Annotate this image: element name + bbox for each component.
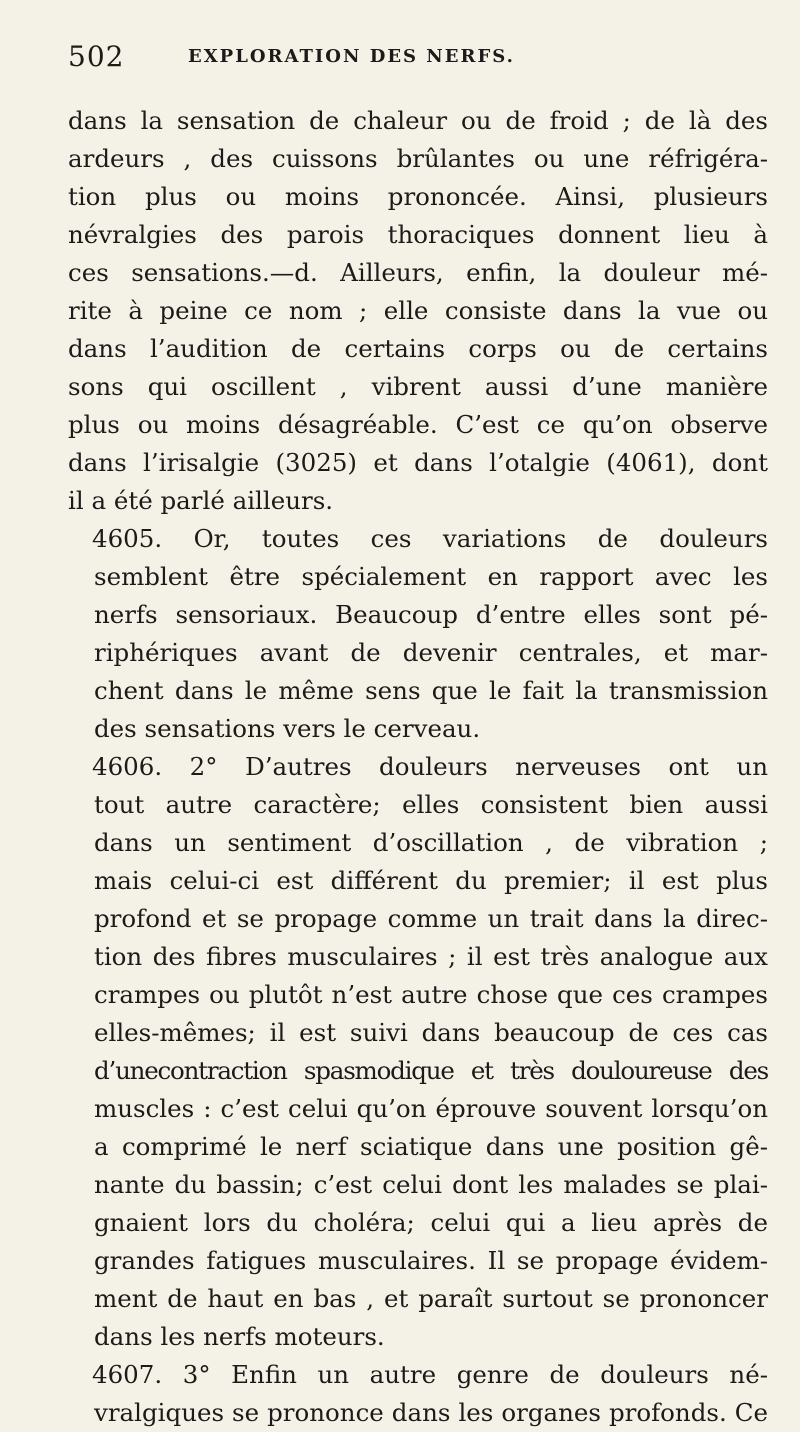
text-line: mais celui-ci est différent du premier; il est plus	[94, 866, 768, 895]
text-line: tion plus ou moins prononcée. Ainsi, plusieurs	[68, 182, 768, 211]
text-line: dans l’irisalgie (3025) et dans l’otalgie (4061), dont	[68, 448, 768, 477]
text-line: grandes fatigues musculaires. Il se propage évidem-	[94, 1246, 768, 1275]
text-line: tout autre caractère; elles consistent bien aussi	[94, 790, 768, 819]
text-line: sons qui oscillent , vibrent aussi d’une manière	[68, 372, 768, 401]
text-line: dans un sentiment d’oscillation , de vibration ;	[94, 828, 768, 857]
text-line: chent dans le même sens que le fait la transmission	[94, 676, 768, 705]
book-page	[68, 40, 768, 1432]
text-line: 4605. Or, toutes ces variations de douleurs	[92, 524, 768, 553]
text-line: rite à peine ce nom ; elle consiste dans la vue ou	[68, 296, 768, 325]
paragraph-4606	[68, 748, 768, 1356]
text-line: ment de haut en bas , et paraît surtout se prononcer	[94, 1284, 768, 1313]
text-line: vralgiques se prononce dans les organes profonds. Ce	[94, 1398, 768, 1427]
text-line: a comprimé le nerf sciatique dans une position gê-	[94, 1132, 768, 1161]
body-text	[68, 102, 768, 1432]
text-line: tion des fibres musculaires ; il est très analogue aux	[94, 942, 768, 971]
text-line: semblent être spécialement en rapport avec les	[94, 562, 768, 591]
text-line: dans la sensation de chaleur ou de froid ; de là des	[68, 106, 768, 135]
paragraph-4607	[68, 1356, 768, 1432]
page-header	[68, 40, 768, 74]
text-line: ardeurs , des cuissons brûlantes ou une réfrigéra-	[68, 144, 768, 173]
text-line: ces sensations.—d. Ailleurs, enfin, la douleur mé-	[68, 258, 768, 287]
text-line: des sensations vers le cerveau.	[94, 714, 481, 743]
text-line: dans les nerfs moteurs.	[94, 1322, 385, 1351]
text-line: muscles : c’est celui qu’on éprouve souvent lorsqu’on	[94, 1094, 768, 1123]
text-line: il a été parlé ailleurs.	[68, 486, 334, 515]
paragraph-4605	[68, 520, 768, 748]
text-line: nerfs sensoriaux. Beaucoup d’entre elles sont pé-	[94, 600, 768, 629]
page-number: 502	[68, 40, 125, 73]
text-line: profond et se propage comme un trait dans la direc-	[94, 904, 768, 933]
text-line: d’unecontraction spasmodique et très douloureuse des	[94, 1056, 768, 1085]
text-line: 4607. 3° Enfin un autre genre de douleurs né-	[92, 1360, 768, 1389]
text-line: plus ou moins désagréable. C’est ce qu’on observe	[68, 410, 768, 439]
text-line: névralgies des parois thoraciques donnent lieu à	[68, 220, 768, 249]
text-line: elles-mêmes; il est suivi dans beaucoup de ces cas	[94, 1018, 768, 1047]
text-line: nante du bassin; c’est celui dont les malades se plai-	[94, 1170, 768, 1199]
paragraph-continuation	[68, 102, 768, 520]
text-line: crampes ou plutôt n’est autre chose que ces crampes	[94, 980, 768, 1009]
text-line: dans l’audition de certains corps ou de certains	[68, 334, 768, 363]
text-line: gnaient lors du choléra; celui qui a lieu après de	[94, 1208, 768, 1237]
text-line: riphériques avant de devenir centrales, et mar-	[94, 638, 768, 667]
text-line: 4606. 2° D’autres douleurs nerveuses ont un	[92, 752, 768, 781]
running-title: EXPLORATION DES NERFS.	[188, 46, 515, 67]
